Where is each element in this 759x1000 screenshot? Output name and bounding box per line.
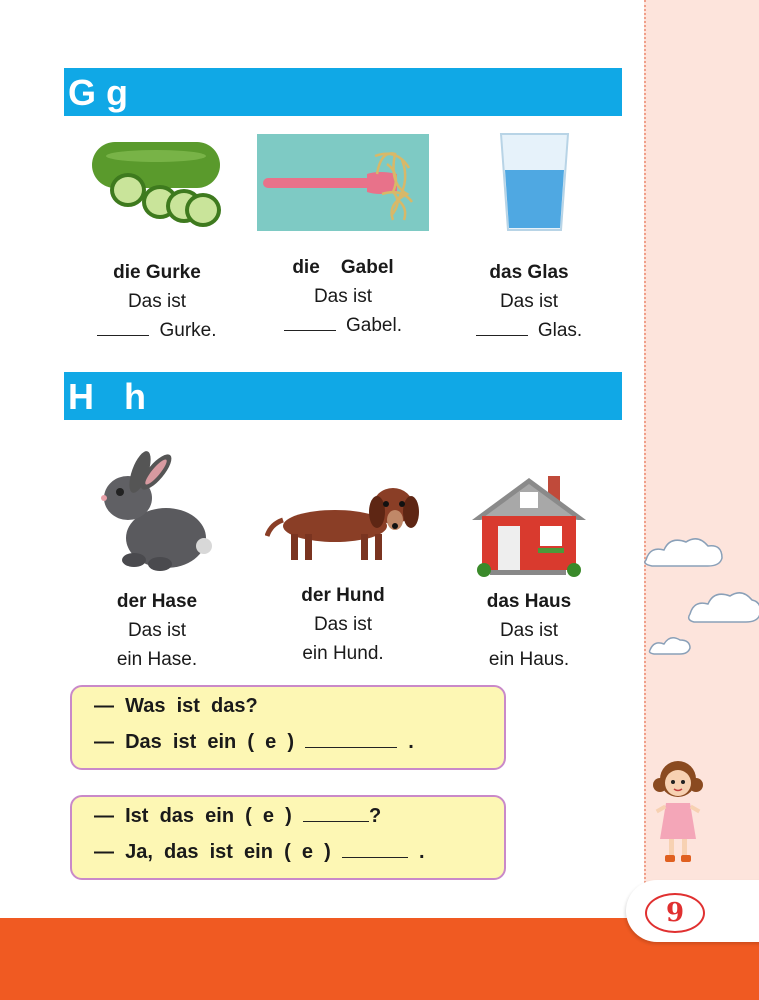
page-number: 9	[645, 893, 705, 933]
word-card-hund	[258, 581, 428, 668]
side-divider	[644, 0, 646, 915]
word-card-haus	[444, 587, 614, 674]
answer-blank[interactable]	[97, 321, 149, 336]
word-card-gurke	[72, 258, 242, 345]
sentence-line: Gabel.	[346, 315, 402, 336]
sentence-line: Das ist	[127, 620, 187, 641]
sentence-line: Das ist	[313, 614, 373, 635]
word-label: die Gurke	[113, 262, 201, 283]
dog-icon	[265, 480, 423, 570]
sentence-line: Gurke.	[159, 320, 217, 341]
answer-blank[interactable]	[476, 321, 528, 336]
clouds-icon	[642, 520, 759, 670]
dialog-line: — Ja, das ist ein ( e ) .	[94, 841, 425, 863]
sentence-line: ein Haus.	[488, 649, 570, 670]
dialog-line: — Ist das ein ( e ) ?	[94, 805, 382, 827]
rabbit-icon	[96, 448, 216, 573]
word-label: das Haus	[486, 591, 572, 612]
glass-icon	[497, 132, 572, 232]
dialog-line: — Das ist ein ( e ) .	[94, 731, 414, 753]
letter-banner-g: G g	[64, 68, 622, 116]
sentence-line: Das ist	[499, 620, 559, 641]
word-card-hase	[72, 587, 242, 674]
house-icon	[470, 474, 588, 578]
girl-icon	[648, 755, 708, 867]
word-label: die Gabel	[292, 257, 394, 278]
word-label: der Hase	[116, 591, 198, 612]
word-card-gabel	[258, 253, 428, 340]
sentence-line: ein Hase.	[116, 649, 198, 670]
sentence-line: Das ist	[127, 291, 187, 312]
word-label: der Hund	[301, 585, 385, 606]
answer-blank[interactable]	[284, 316, 336, 331]
sentence-line: Das ist	[313, 286, 373, 307]
answer-blank[interactable]	[305, 732, 397, 748]
answer-blank[interactable]	[303, 806, 369, 822]
word-label: das Glas	[489, 262, 569, 283]
word-card-glas	[444, 258, 614, 345]
dialog-box-2	[70, 795, 506, 880]
sentence-line: ein Hund.	[302, 643, 384, 664]
dialog-line: — Was ist das?	[94, 695, 258, 717]
dialog-box-1	[70, 685, 506, 770]
sentence-line: Glas.	[537, 320, 583, 341]
fork-icon	[257, 134, 429, 231]
letter-banner-h: H h	[64, 372, 622, 420]
sentence-line: Das ist	[499, 291, 559, 312]
answer-blank[interactable]	[342, 842, 408, 858]
cucumber-icon	[88, 138, 223, 233]
